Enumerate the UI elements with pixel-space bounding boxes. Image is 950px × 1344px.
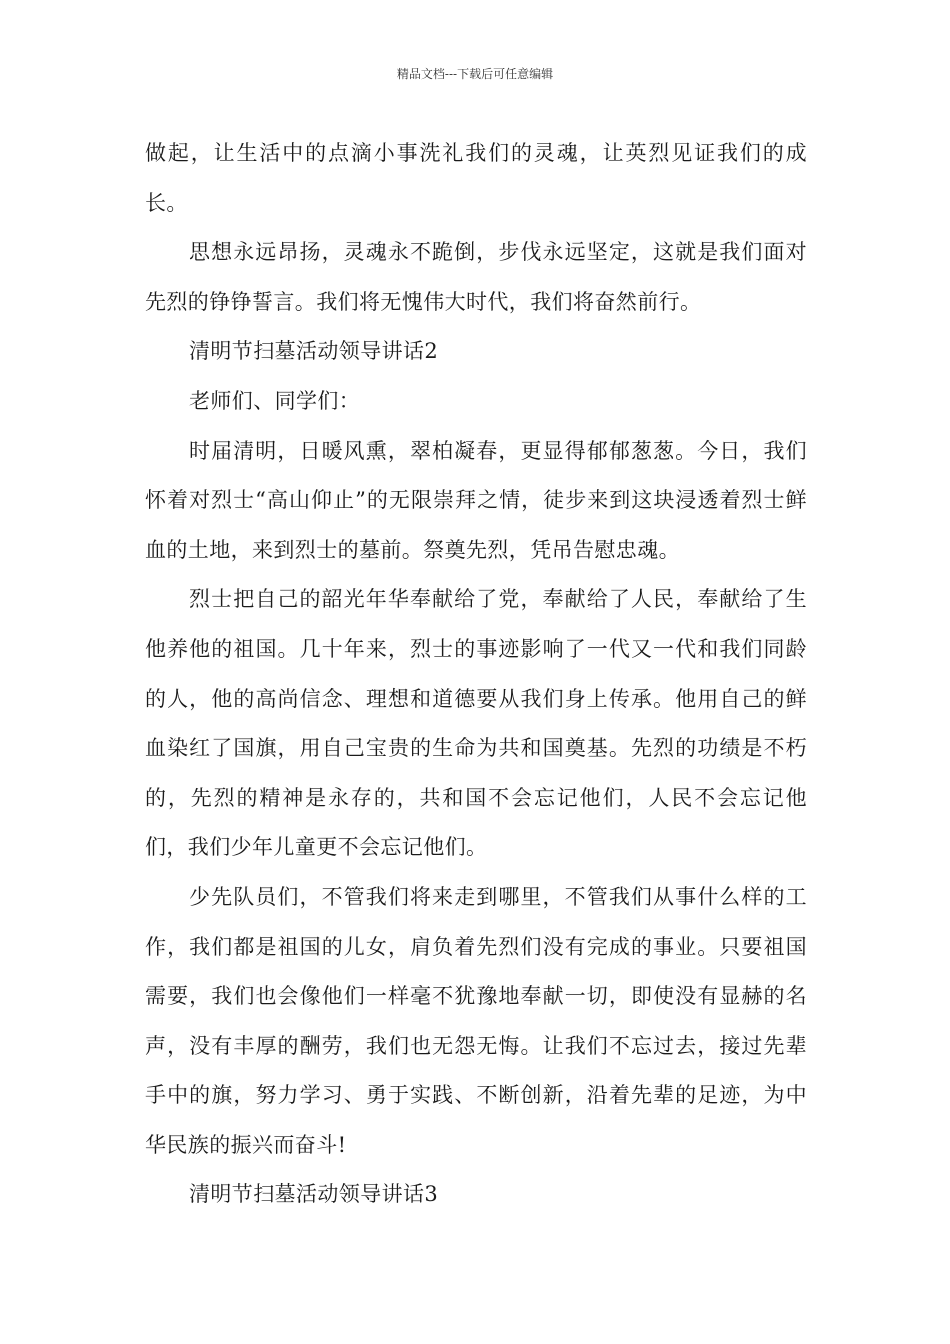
section-heading: 清明节扫墓活动领导讲话3 — [189, 1182, 439, 1207]
page-header: 精品文档---下载后可任意编辑 — [396, 67, 554, 81]
paragraph: 时届清明，日暖风熏，翠柏凝春，更显得郁郁葱葱。今日，我们怀着对烈士“高山仰止”的无限崇拜之情，徒步来到这块浸透着烈士鲜血的土地，来到烈士的墓前。祭奠先烈，凭吊告慰忠魂。 — [145, 438, 807, 562]
salutation: 老师们、同学们： — [189, 388, 361, 413]
paragraph: 少先队员们，不管我们将来走到哪里，不管我们从事什么样的工作，我们都是祖国的儿女，肩负着先烈们没有完成的事业。只要祖国需要，我们也会像他们一样毫不犹豫地奉献一切，即使没有显赫的名声，没有丰厚的酬劳，我们也无怨无悔。让我们不忘过去，接过先辈手中的旗，努力学习、勇于实践、不断创新，沿着先辈的足迹，为中华民族的振兴而奋斗! — [145, 884, 807, 1157]
paragraph: 思想永远昂扬，灵魂永不跪倒，步伐永远坚定，这就是我们面对先烈的铮铮誓言。我们将无愧伟大时代，我们将奋然前行。 — [145, 240, 807, 314]
section-heading: 清明节扫墓活动领导讲话2 — [189, 339, 439, 364]
paragraph-continuation: 做起，让生活中的点滴小事洗礼我们的灵魂，让英烈见证我们的成长。 — [145, 141, 807, 215]
paragraph: 烈士把自己的韶光年华奉献给了党，奉献给了人民，奉献给了生他养他的祖国。几十年来，烈士的事迹影响了一代又一代和我们同龄的人，他的高尚信念、理想和道德要从我们身上传承。他用自己的鲜血染红了国旗，用自己宝贵的生命为共和国奠基。先烈的功绩是不朽的，先烈的精神是永存的，共和国不会忘记他们，人民不会忘记他们，我们少年儿童更不会忘记他们。 — [145, 587, 807, 860]
document-body — [145, 129, 807, 1220]
